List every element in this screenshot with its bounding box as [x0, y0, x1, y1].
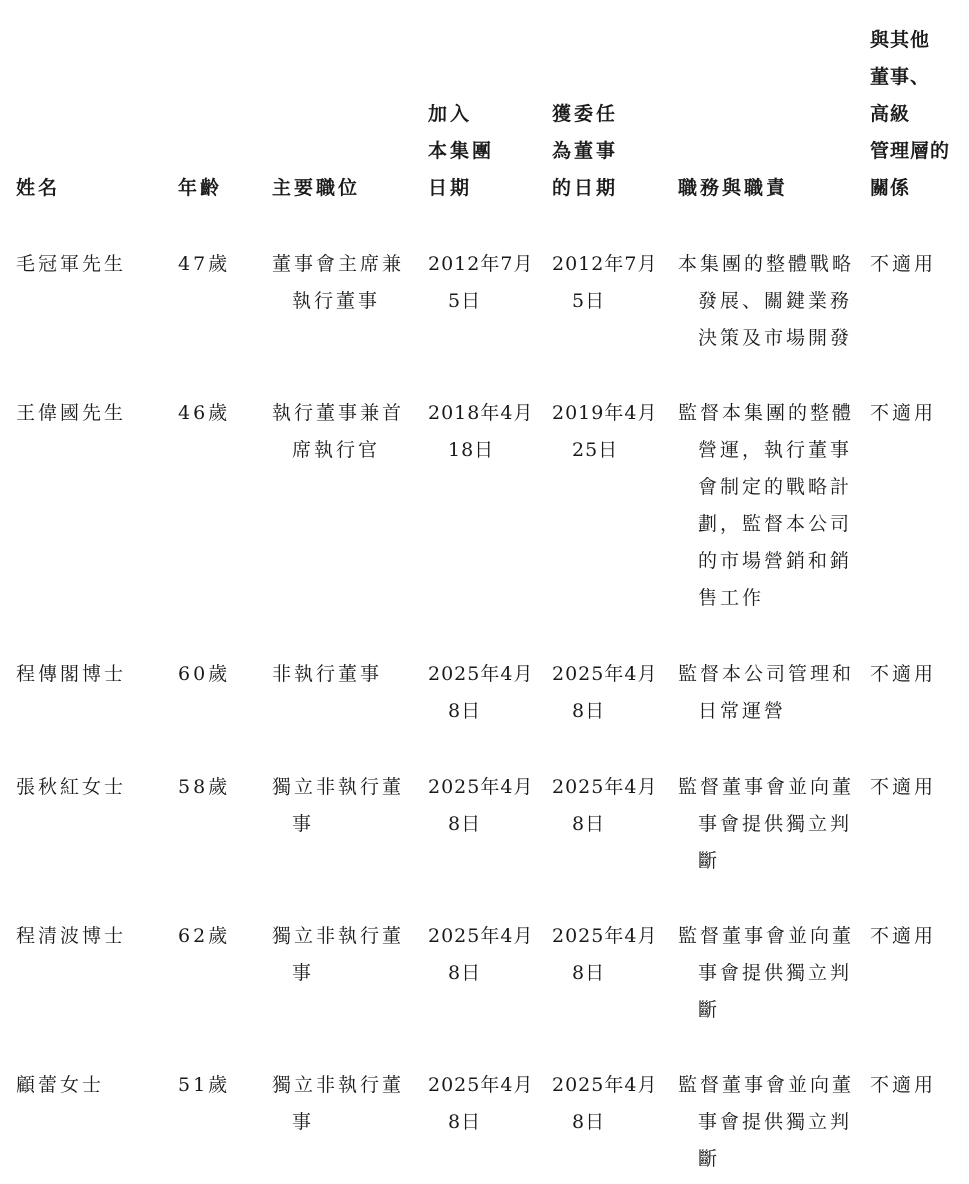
row-appoint-date-line: 8日 — [572, 1111, 606, 1133]
row-duties-line: 監督本集團的整體 — [678, 402, 855, 424]
row-duties — [678, 769, 854, 880]
header-join-date-line: 本集團 — [428, 140, 495, 162]
row-appoint-date-line: 8日 — [572, 813, 606, 835]
row-duties-line: 劃，監督本公司 — [698, 513, 853, 535]
row-duties-line: 斷 — [698, 1148, 721, 1170]
row-duties-line: 監督本公司管理和 — [678, 663, 855, 685]
row-duties-line: 事會提供獨立判 — [698, 962, 853, 984]
row-appoint-date-line: 8日 — [572, 962, 606, 984]
header-appoint-date-line: 為董事 — [552, 140, 619, 162]
row-duties-line: 會制定的戰略計 — [698, 476, 853, 498]
row-join-date-line: 8日 — [448, 1111, 482, 1133]
row-duties-line: 營運，執行董事 — [698, 439, 853, 461]
row-position-line: 董事會主席兼 — [272, 253, 405, 275]
header-name-line: 姓名 — [16, 177, 61, 199]
header-join-date-line: 日期 — [428, 177, 473, 199]
header-appoint-date-line: 獲委任 — [552, 103, 619, 125]
row-duties — [678, 395, 854, 617]
row-join-date-line: 2025年4月 — [428, 663, 534, 685]
header-relationship-line: 高級 — [870, 103, 911, 125]
row-position-line: 事 — [292, 962, 315, 984]
row-position — [272, 395, 404, 469]
header-position-line: 主要職位 — [272, 177, 361, 199]
row-appoint-date-line: 8日 — [572, 700, 606, 722]
row-join-date-line: 8日 — [448, 962, 482, 984]
row-position-line: 獨立非執行董 — [272, 776, 405, 798]
header-relationship-line: 關係 — [870, 177, 911, 199]
row-relationship: 不適用 — [870, 402, 937, 424]
header-position — [272, 170, 360, 207]
row-join-date-line: 2018年4月 — [428, 402, 534, 424]
row-duties — [678, 1067, 854, 1178]
row-join-date-line: 2012年7月 — [428, 253, 534, 275]
row-join-date — [428, 246, 533, 320]
row-appoint-date-line: 2025年4月 — [552, 776, 658, 798]
row-position — [272, 769, 404, 843]
row-position-line: 獨立非執行董 — [272, 925, 405, 947]
row-join-date — [428, 918, 533, 992]
row-age: 60歲 — [178, 663, 231, 685]
row-duties-line: 發展、關鍵業務 — [698, 290, 853, 312]
row-position-line: 席執行官 — [292, 439, 381, 461]
row-name: 程清波博士 — [16, 925, 127, 947]
row-join-date-line: 2025年4月 — [428, 776, 534, 798]
header-age — [178, 170, 222, 207]
row-position-line: 執行董事 — [292, 290, 381, 312]
row-duties-line: 斷 — [698, 999, 721, 1021]
row-join-date — [428, 1067, 533, 1141]
row-relationship: 不適用 — [870, 253, 937, 275]
header-relationship — [870, 22, 950, 207]
row-relationship: 不適用 — [870, 663, 937, 685]
row-appoint-date-line: 2019年4月 — [552, 402, 658, 424]
row-age: 46歲 — [178, 402, 231, 424]
row-name: 毛冠軍先生 — [16, 253, 127, 275]
row-age: 51歲 — [178, 1074, 231, 1096]
row-join-date — [428, 769, 533, 843]
row-appoint-date-line: 25日 — [572, 439, 619, 461]
header-duties-line: 職務與職責 — [678, 177, 789, 199]
row-name: 程傳閣博士 — [16, 663, 127, 685]
header-relationship-line: 管理層的 — [870, 140, 951, 162]
header-appoint-date — [552, 96, 618, 207]
row-join-date-line: 8日 — [448, 813, 482, 835]
row-duties-line: 事會提供獨立判 — [698, 813, 853, 835]
row-join-date — [428, 395, 533, 469]
row-position-line: 事 — [292, 813, 315, 835]
row-position — [272, 656, 382, 693]
row-appoint-date — [552, 1067, 657, 1141]
header-relationship-line: 董事、 — [870, 66, 931, 88]
row-join-date — [428, 656, 533, 730]
row-name: 王偉國先生 — [16, 402, 127, 424]
row-join-date-line: 2025年4月 — [428, 925, 534, 947]
row-duties-line: 售工作 — [698, 587, 765, 609]
row-relationship: 不適用 — [870, 925, 937, 947]
row-position-line: 事 — [292, 1111, 315, 1133]
row-age: 47歲 — [178, 253, 231, 275]
row-position — [272, 918, 404, 992]
row-position — [272, 246, 404, 320]
row-duties-line: 的市場營銷和銷 — [698, 550, 853, 572]
row-appoint-date — [552, 246, 657, 320]
row-duties — [678, 656, 854, 730]
row-position-line: 執行董事兼首 — [272, 402, 405, 424]
row-appoint-date — [552, 769, 657, 843]
header-join-date-line: 加入 — [428, 103, 473, 125]
row-age: 62歲 — [178, 925, 231, 947]
row-join-date-line: 5日 — [448, 290, 482, 312]
row-appoint-date-line: 2025年4月 — [552, 663, 658, 685]
row-duties-line: 監督董事會並向董 — [678, 1074, 855, 1096]
row-duties-line: 日常運營 — [698, 700, 787, 722]
row-position-line: 非執行董事 — [272, 663, 383, 685]
row-appoint-date-line: 2025年4月 — [552, 925, 658, 947]
header-relationship-line: 與其他 — [870, 29, 931, 51]
row-appoint-date-line: 5日 — [572, 290, 606, 312]
header-age-line: 年齡 — [178, 177, 223, 199]
row-position-line: 獨立非執行董 — [272, 1074, 405, 1096]
header-appoint-date-line: 的日期 — [552, 177, 619, 199]
row-duties-line: 事會提供獨立判 — [698, 1111, 853, 1133]
row-relationship: 不適用 — [870, 1074, 937, 1096]
row-appoint-date-line: 2025年4月 — [552, 1074, 658, 1096]
row-duties — [678, 246, 854, 357]
row-age: 58歲 — [178, 776, 231, 798]
row-join-date-line: 2025年4月 — [428, 1074, 534, 1096]
row-appoint-date — [552, 918, 657, 992]
row-duties — [678, 918, 854, 1029]
row-duties-line: 斷 — [698, 850, 721, 872]
row-join-date-line: 8日 — [448, 700, 482, 722]
header-join-date — [428, 96, 494, 207]
row-appoint-date — [552, 395, 657, 469]
row-duties-line: 監督董事會並向董 — [678, 776, 855, 798]
header-name — [16, 170, 60, 207]
row-name: 張秋紅女士 — [16, 776, 127, 798]
header-duties — [678, 170, 788, 207]
row-appoint-date — [552, 656, 657, 730]
row-position — [272, 1067, 404, 1141]
row-relationship: 不適用 — [870, 776, 937, 798]
row-duties-line: 本集團的整體戰略 — [678, 253, 855, 275]
row-duties-line: 決策及市場開發 — [698, 327, 853, 349]
row-duties-line: 監督董事會並向董 — [678, 925, 855, 947]
row-name: 顧蕾女士 — [16, 1074, 105, 1096]
row-appoint-date-line: 2012年7月 — [552, 253, 658, 275]
row-join-date-line: 18日 — [448, 439, 495, 461]
